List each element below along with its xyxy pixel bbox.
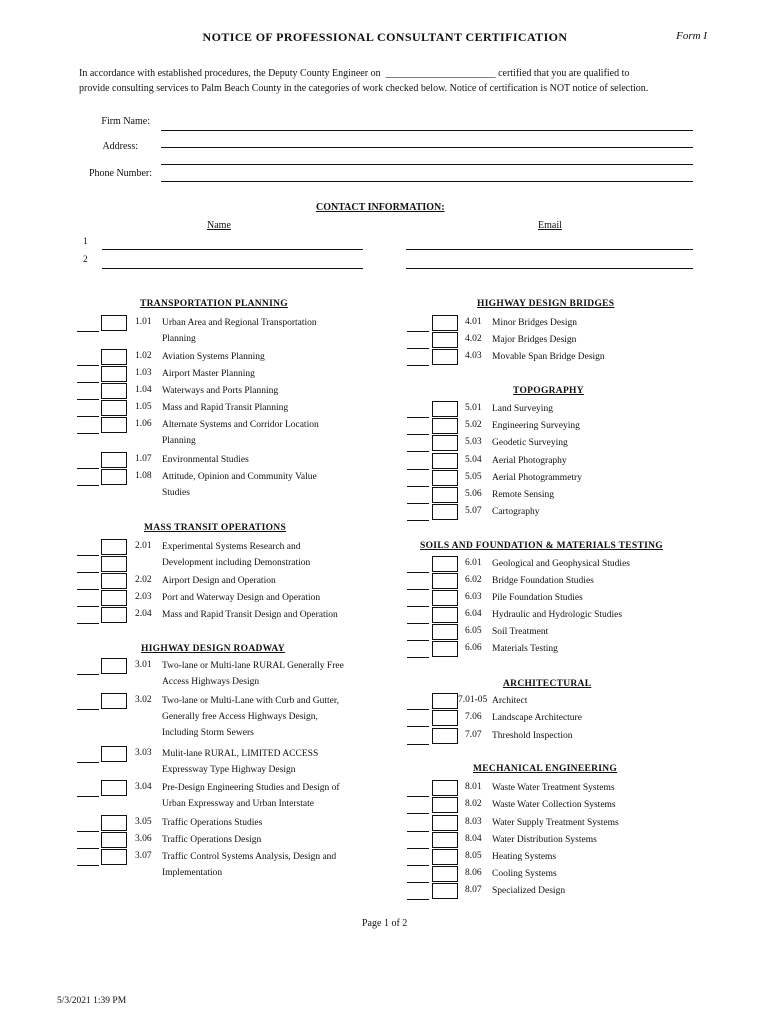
category-label: Soil Treatment [492, 627, 549, 637]
contact-row-number: 1 [83, 237, 88, 247]
category-code: 1.01 [135, 317, 152, 327]
category-label: Cooling Systems [492, 869, 557, 879]
contact-row-number: 2 [83, 255, 88, 265]
qualification-blank[interactable] [77, 485, 99, 486]
category-label: Architect [492, 696, 528, 706]
category-checkbox[interactable] [101, 469, 127, 485]
category-checkbox[interactable] [432, 866, 458, 882]
category-code: 8.07 [465, 885, 482, 895]
category-label: Mass and Rapid Transit Design and Operation [162, 610, 338, 620]
category-code: 2.01 [135, 541, 152, 551]
category-checkbox[interactable] [101, 693, 127, 709]
qualification-blank[interactable] [77, 365, 99, 366]
category-checkbox[interactable] [432, 556, 458, 572]
category-checkbox[interactable] [432, 315, 458, 331]
qualification-blank[interactable] [407, 520, 429, 521]
category-code: 5.02 [465, 420, 482, 430]
category-code: 2.02 [135, 575, 152, 585]
category-label: Landscape Architecture [492, 713, 582, 723]
category-checkbox[interactable] [101, 383, 127, 399]
category-label: Movable Span Bridge Design [492, 352, 605, 362]
qualification-blank[interactable] [407, 657, 429, 658]
category-checkbox[interactable] [432, 487, 458, 503]
category-code: 1.02 [135, 351, 152, 361]
qualification-blank[interactable] [77, 674, 99, 675]
qualification-blank[interactable] [407, 486, 429, 487]
category-label: Environmental Studies [162, 455, 249, 465]
qualification-blank[interactable] [77, 865, 99, 866]
qualification-blank[interactable] [77, 709, 99, 710]
category-checkbox[interactable] [101, 366, 127, 382]
category-checkbox[interactable] [101, 573, 127, 589]
phone-field[interactable] [161, 181, 693, 182]
qualification-blank[interactable] [407, 348, 429, 349]
qualification-blank[interactable] [407, 831, 429, 832]
qualification-blank[interactable] [77, 572, 99, 573]
qualification-blank[interactable] [77, 848, 99, 849]
category-checkbox[interactable] [432, 453, 458, 469]
qualification-blank[interactable] [77, 416, 99, 417]
category-code: 5.01 [465, 403, 482, 413]
category-code: 7.06 [465, 712, 482, 722]
category-label: Cartography [492, 507, 540, 517]
category-label: Remote Sensing [492, 490, 555, 500]
category-checkbox[interactable] [101, 832, 127, 848]
category-code: 4.02 [465, 334, 482, 344]
qualification-blank[interactable] [77, 589, 99, 590]
category-code: 4.03 [465, 351, 482, 361]
qualification-blank[interactable] [407, 848, 429, 849]
qualification-blank[interactable] [407, 640, 429, 641]
category-code: 1.07 [135, 454, 152, 464]
category-checkbox[interactable] [432, 849, 458, 865]
category-label: Bridge Foundation Studies [492, 576, 594, 586]
qualification-blank[interactable] [77, 623, 99, 624]
contact-email-field[interactable] [406, 268, 693, 269]
category-code: 5.04 [465, 455, 482, 465]
qualification-blank[interactable] [77, 399, 99, 400]
category-code: 6.02 [465, 575, 482, 585]
contact-name-header: Name [207, 220, 231, 231]
qualification-blank[interactable] [407, 882, 429, 883]
firm-name-label: Firm Name: [101, 116, 150, 127]
category-checkbox[interactable] [101, 400, 127, 416]
category-checkbox[interactable] [101, 556, 127, 572]
category-label: Water Distribution Systems [492, 835, 597, 845]
category-label: Two-lane or Multi-Lane with Curb and Gutter, Generally free Access Highways Design, Including Storm Sewers [162, 696, 340, 738]
category-label: Attitude, Opinion and Community Value Studies [162, 472, 317, 498]
firm-name-field[interactable] [161, 130, 693, 131]
section-title-transportation: TRANSPORTATION PLANNING [140, 299, 288, 309]
category-checkbox[interactable] [432, 332, 458, 348]
category-label: Two-lane or Multi-lane RURAL Generally Free Access Highways Design [162, 661, 344, 687]
category-checkbox[interactable] [101, 815, 127, 831]
qualification-blank[interactable] [407, 417, 429, 418]
category-label: Airport Design and Operation [162, 576, 276, 586]
category-code: 5.03 [465, 437, 482, 447]
category-label: Waste Water Collection Systems [492, 800, 616, 810]
category-checkbox[interactable] [101, 349, 127, 365]
category-label: Hydraulic and Hydrologic Studies [492, 610, 623, 620]
section-title-roadway: HIGHWAY DESIGN ROADWAY [141, 644, 285, 654]
contact-email-header: Email [538, 220, 562, 231]
qualification-blank[interactable] [407, 572, 429, 573]
intro-line-1: In accordance with established procedures, the Deputy County Engineer on ______________________ certified that you are qualified to [79, 68, 630, 79]
category-code: 1.08 [135, 471, 152, 481]
category-checkbox[interactable] [101, 417, 127, 433]
qualification-blank[interactable] [407, 709, 429, 710]
category-label: Materials Testing [492, 644, 558, 654]
category-checkbox[interactable] [432, 435, 458, 451]
category-code: 7.01-05 [458, 695, 488, 705]
category-checkbox[interactable] [432, 832, 458, 848]
category-label: Waste Water Treatment Systems [492, 783, 615, 793]
category-checkbox[interactable] [432, 401, 458, 417]
category-code: 3.02 [135, 695, 152, 705]
category-checkbox[interactable] [101, 590, 127, 606]
category-label: Engineering Surveying [492, 421, 580, 431]
category-code: 6.05 [465, 626, 482, 636]
category-code: 5.06 [465, 489, 482, 499]
category-code: 8.01 [465, 782, 482, 792]
category-label: Pile Foundation Studies [492, 593, 583, 603]
contact-name-field[interactable] [102, 249, 363, 250]
category-checkbox[interactable] [432, 504, 458, 520]
qualification-blank[interactable] [407, 365, 429, 366]
category-code: 6.01 [465, 558, 482, 568]
qualification-blank[interactable] [77, 606, 99, 607]
category-checkbox[interactable] [432, 418, 458, 434]
category-code: 3.04 [135, 782, 152, 792]
category-label: Land Surveying [492, 404, 553, 414]
category-checkbox[interactable] [432, 641, 458, 657]
category-code: 7.07 [465, 730, 482, 740]
qualification-blank[interactable] [77, 382, 99, 383]
category-label: Aerial Photography [492, 456, 567, 466]
category-checkbox[interactable] [432, 573, 458, 589]
category-label: Traffic Control Systems Analysis, Design and Implementation [162, 852, 337, 878]
category-checkbox[interactable] [432, 728, 458, 744]
category-label: Threshold Inspection [492, 731, 573, 741]
qualification-blank[interactable] [407, 503, 429, 504]
category-checkbox[interactable] [432, 693, 458, 709]
category-code: 1.03 [135, 368, 152, 378]
category-label: Experimental Systems Research and Development including Demonstration [162, 542, 311, 568]
category-code: 3.07 [135, 851, 152, 861]
category-label: Alternate Systems and Corridor Location Planning [162, 420, 319, 446]
category-label: Aerial Photogrammetry [492, 473, 582, 483]
qualification-blank[interactable] [407, 451, 429, 452]
print-timestamp: 5/3/2021 1:39 PM [57, 996, 127, 1006]
category-code: 2.03 [135, 592, 152, 602]
category-code: 3.03 [135, 748, 152, 758]
section-title-soils: SOILS AND FOUNDATION & MATERIALS TESTING [420, 541, 663, 551]
category-label: Airport Master Planning [162, 369, 255, 379]
category-label: Port and Waterway Design and Operation [162, 593, 321, 603]
contact-email-field[interactable] [406, 249, 693, 250]
qualification-blank[interactable] [407, 469, 429, 470]
category-checkbox[interactable] [432, 607, 458, 623]
category-label: Traffic Operations Design [162, 835, 262, 845]
category-code: 3.05 [135, 817, 152, 827]
category-label: Pre-Design Engineering Studies and Design of Urban Expressway and Urban Interstate [162, 783, 340, 809]
address-field-1[interactable] [161, 147, 693, 148]
qualification-blank[interactable] [77, 331, 99, 332]
category-code: 6.04 [465, 609, 482, 619]
qualification-blank[interactable] [407, 726, 429, 727]
qualification-blank[interactable] [77, 468, 99, 469]
category-label: Traffic Operations Studies [162, 818, 263, 828]
section-title-architectural: ARCHITECTURAL [503, 679, 592, 689]
category-checkbox[interactable] [432, 590, 458, 606]
form-id: Form I [676, 30, 707, 42]
category-checkbox[interactable] [101, 780, 127, 796]
category-code: 5.07 [465, 506, 482, 516]
category-code: 8.05 [465, 851, 482, 861]
qualification-blank[interactable] [77, 796, 99, 797]
address-field-2[interactable] [161, 164, 693, 165]
qualification-blank[interactable] [407, 796, 429, 797]
category-label: Mass and Rapid Transit Planning [162, 403, 289, 413]
category-label: Water Supply Treatment Systems [492, 818, 619, 828]
category-label: Urban Area and Regional Transportation Planning [162, 318, 317, 344]
category-label: Aviation Systems Planning [162, 352, 265, 362]
category-checkbox[interactable] [432, 883, 458, 899]
qualification-blank[interactable] [407, 434, 429, 435]
section-title-topography: TOPOGRAPHY [513, 386, 584, 396]
category-label: Major Bridges Design [492, 335, 577, 345]
category-code: 1.06 [135, 419, 152, 429]
category-checkbox[interactable] [432, 470, 458, 486]
qualification-blank[interactable] [407, 623, 429, 624]
category-checkbox[interactable] [101, 658, 127, 674]
category-label: Heating Systems [492, 852, 557, 862]
qualification-blank[interactable] [407, 899, 429, 900]
intro-paragraph [79, 66, 699, 96]
category-label: Minor Bridges Design [492, 318, 577, 328]
address-label: Address: [102, 141, 138, 152]
category-label: Geodetic Surveying [492, 438, 568, 448]
category-code: 4.01 [465, 317, 482, 327]
category-checkbox[interactable] [101, 746, 127, 762]
section-title-bridges: HIGHWAY DESIGN BRIDGES [477, 299, 615, 309]
form-title: NOTICE OF PROFESSIONAL CONSULTANT CERTIFICATION [202, 30, 568, 44]
category-code: 6.03 [465, 592, 482, 602]
category-checkbox[interactable] [432, 780, 458, 796]
qualification-blank[interactable] [407, 744, 429, 745]
category-label: Mulit-lane RURAL, LIMITED ACCESS Expressway Type Highway Design [162, 749, 319, 775]
page-number: Page 1 of 2 [362, 918, 408, 929]
category-code: 1.04 [135, 385, 152, 395]
category-checkbox[interactable] [101, 607, 127, 623]
phone-label: Phone Number: [88, 168, 152, 179]
category-checkbox[interactable] [432, 710, 458, 726]
category-code: 3.06 [135, 834, 152, 844]
section-title-mass-transit: MASS TRANSIT OPERATIONS [144, 523, 287, 533]
category-checkbox[interactable] [101, 539, 127, 555]
contact-name-field[interactable] [102, 268, 363, 269]
qualification-blank[interactable] [77, 555, 99, 556]
category-code: 8.04 [465, 834, 482, 844]
category-checkbox[interactable] [432, 815, 458, 831]
category-code: 8.03 [465, 817, 482, 827]
category-code: 6.06 [465, 643, 482, 653]
qualification-blank[interactable] [77, 831, 99, 832]
qualification-blank[interactable] [77, 433, 99, 434]
contact-title: CONTACT INFORMATION: [316, 202, 445, 213]
qualification-blank[interactable] [77, 762, 99, 763]
section-title-mechanical: MECHANICAL ENGINEERING [473, 764, 618, 774]
category-checkbox[interactable] [432, 624, 458, 640]
qualification-blank[interactable] [407, 865, 429, 866]
qualification-blank[interactable] [407, 589, 429, 590]
category-checkbox[interactable] [101, 452, 127, 468]
category-code: 8.06 [465, 868, 482, 878]
category-label: Waterways and Ports Planning [162, 386, 279, 396]
category-code: 8.02 [465, 799, 482, 809]
category-checkbox[interactable] [432, 349, 458, 365]
category-code: 2.04 [135, 609, 152, 619]
category-checkbox[interactable] [101, 315, 127, 331]
category-label: Specialized Design [492, 886, 566, 896]
category-code: 3.01 [135, 660, 152, 670]
category-checkbox[interactable] [101, 849, 127, 865]
category-label: Geological and Geophysical Studies [492, 559, 630, 569]
category-code: 1.05 [135, 402, 152, 412]
category-checkbox[interactable] [432, 797, 458, 813]
qualification-blank[interactable] [407, 813, 429, 814]
intro-line-2: provide consulting services to Palm Beach County in the categories of work checked below. Notice of certification is NOT notice of selection. [79, 83, 649, 94]
category-code: 5.05 [465, 472, 482, 482]
qualification-blank[interactable] [407, 606, 429, 607]
qualification-blank[interactable] [407, 331, 429, 332]
